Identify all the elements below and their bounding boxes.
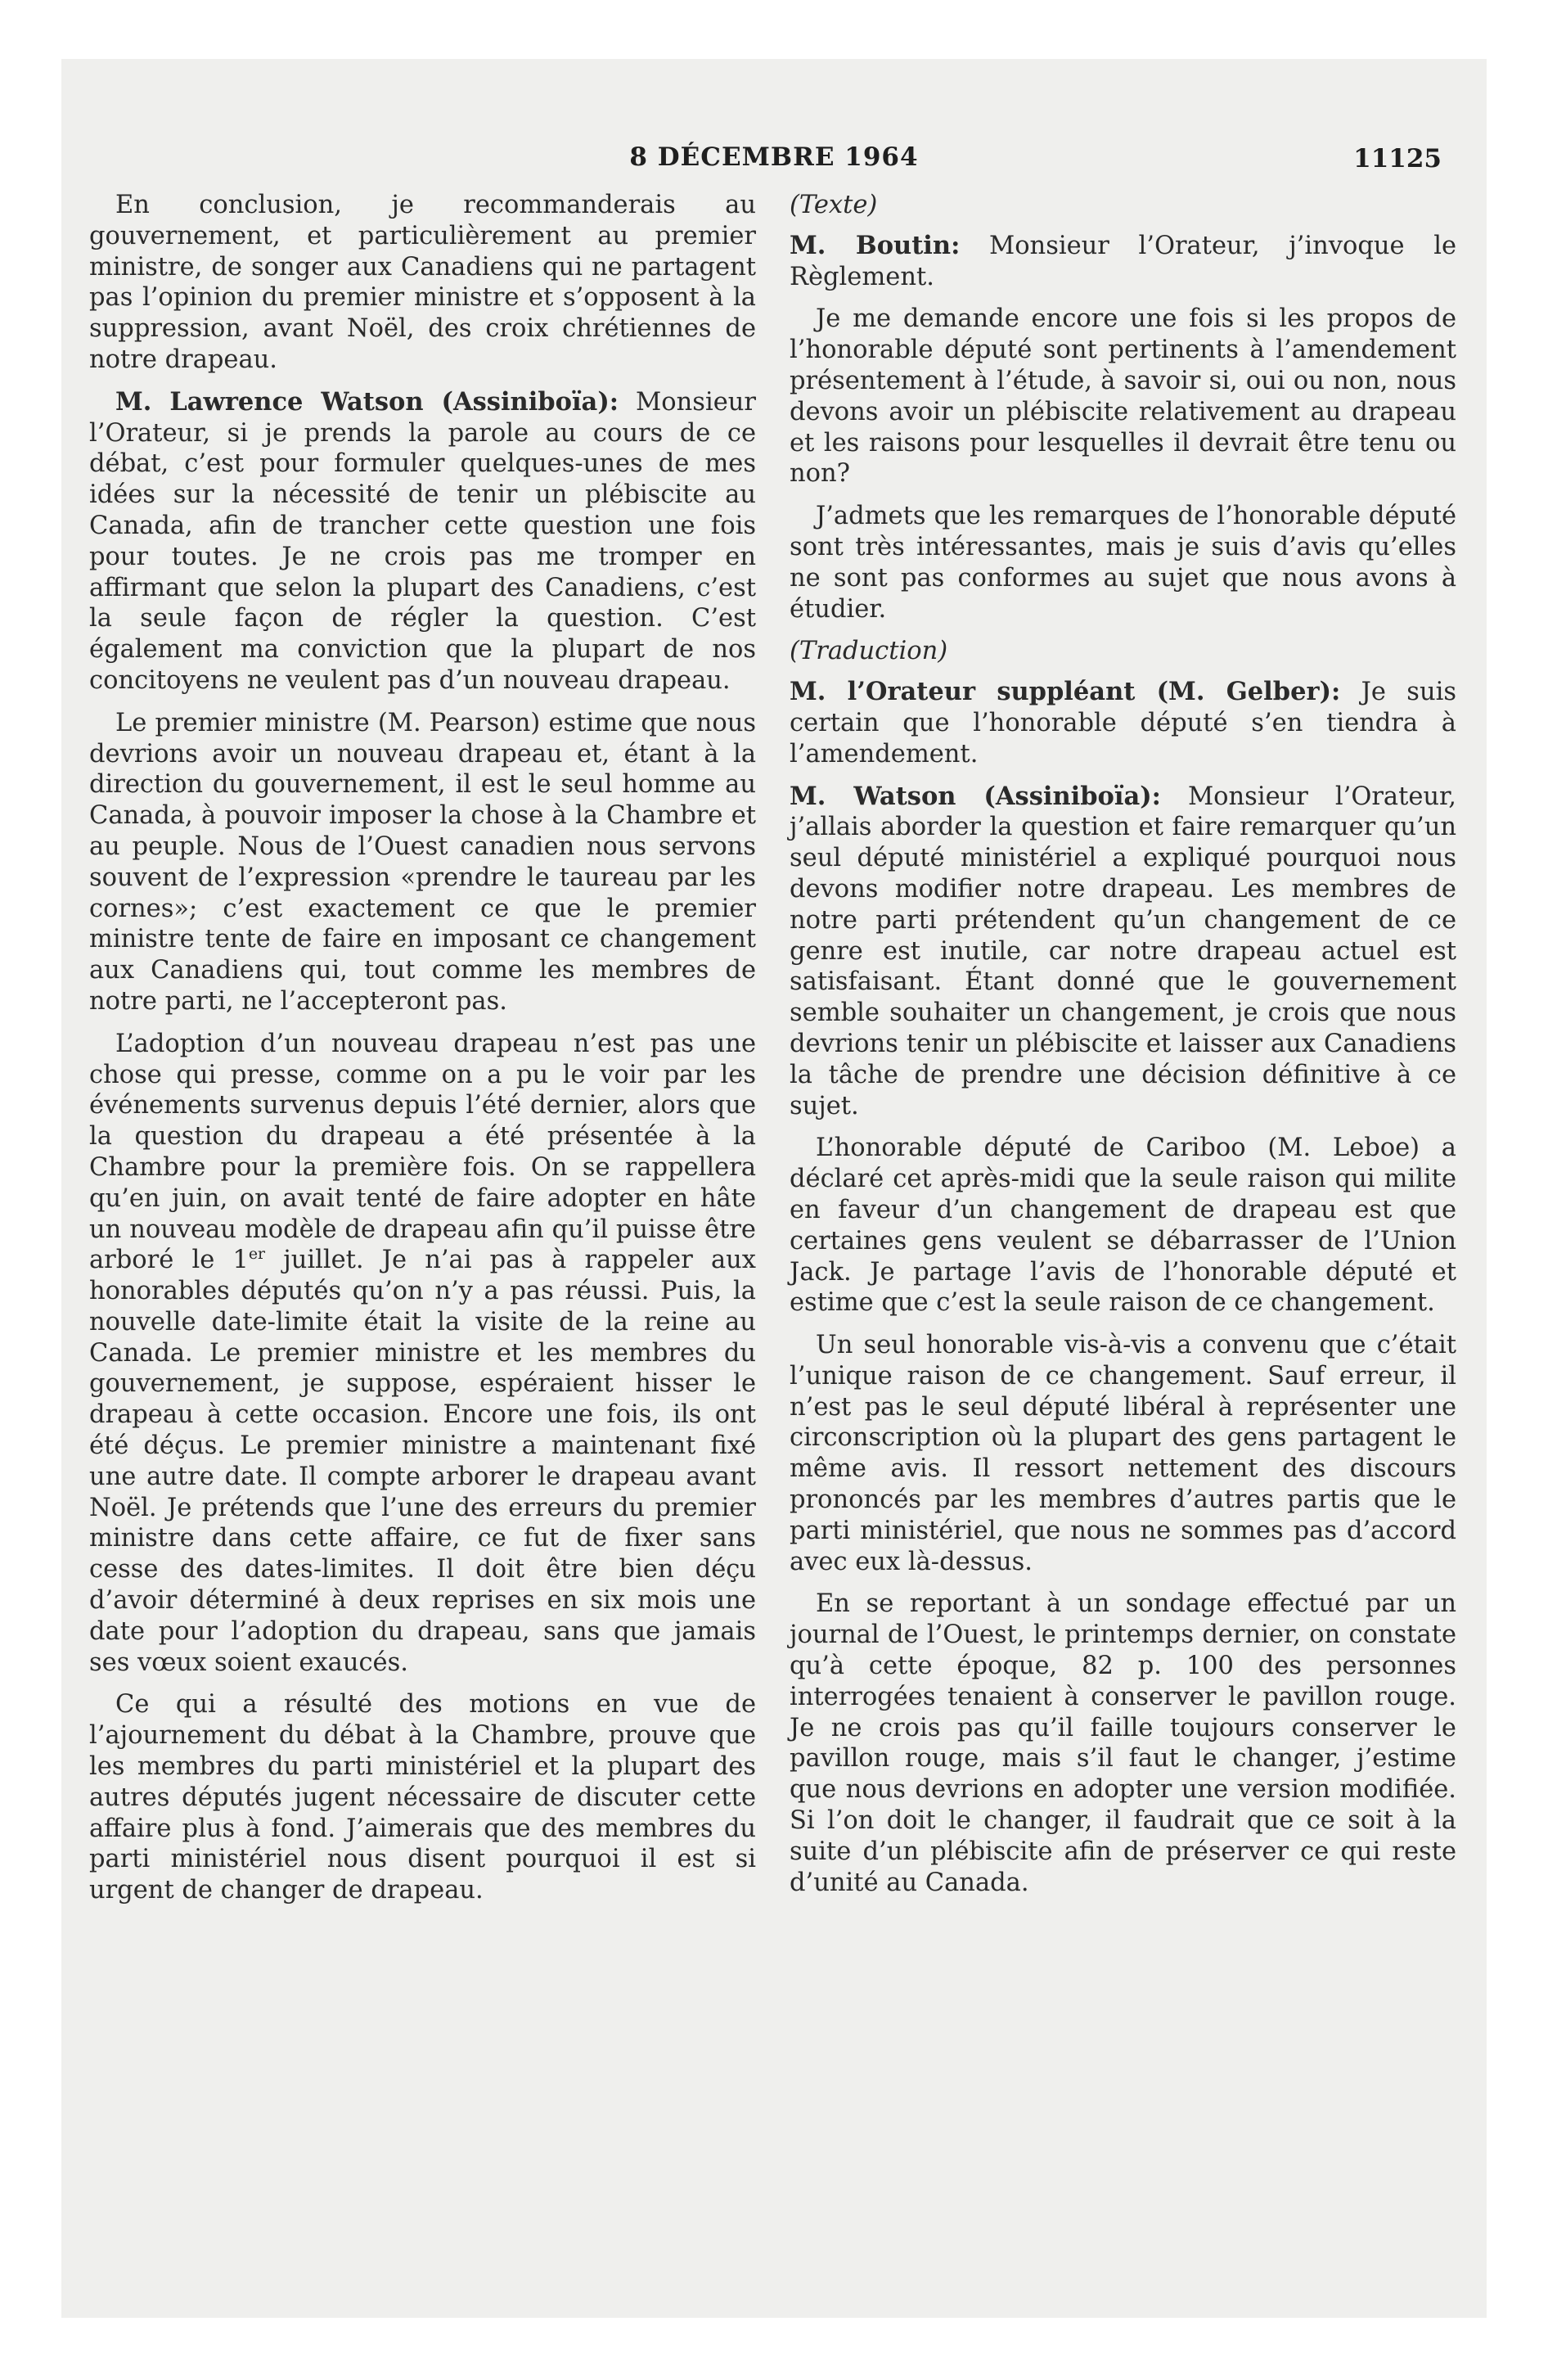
speaker-name: M. Boutin: (790, 230, 961, 260)
paragraph: Le premier ministre (M. Pearson) estime que nous devrions avoir un nouveau drapeau et, étant à la direction du gouvernement, il est le seul homme au Canada, à pouvoir imposer la chose à la Chambre et au peuple. Nous de l’Ouest canadien nous servons souvent de l’expression «prendre le taureau par les cornes»; c’est exactement ce que le premier ministre tente de faire en imposant ce changement aux Canadiens qui, tout comme les membres de notre parti, ne l’accepteront pas. (89, 708, 756, 1016)
paragraph: Ce qui a résulté des motions en vue de l’ajournement du débat à la Chambre, prouve que les membres du parti ministériel et la plupart des autres députés jugent nécessaire de discuter cette affaire plus à fond. J’aimerais que des membres du parti ministériel nous disent pourquoi il est si urgent de changer de drapeau. (89, 1690, 756, 1905)
paragraph: M. Lawrence Watson (Assiniboïa): Monsieur l’Orateur, si je prends la parole au cours de ce débat, c’est pour formuler quelques-unes de mes idées sur la nécessité de tenir un plébiscite au Canada, afin de trancher cette question une fois pour toutes. Je ne crois pas me tromper en affirmant que selon la plupart des Canadiens, c’est la seule façon de régler la question. C’est également ma conviction que la plupart de nos concitoyens ne veulent pas d’un nouveau drapeau. (89, 386, 756, 695)
paragraph: M. Watson (Assiniboïa): Monsieur l’Orateur, j’allais aborder la question et faire remarquer qu’un seul député ministériel a expliqué pourquoi nous devons modifier notre drapeau. Les membres de notre parti prétendent qu’un changement de ce genre est inutile, car notre drapeau actuel est satisfaisant. Étant donné que le gouvernement semble souhaiter un changement, je crois que nous devrions tenir un plébiscite et laisser aux Canadiens la tâche de prendre une décision définitive à ce sujet. (790, 781, 1456, 1120)
paragraph: L’adoption d’un nouveau drapeau n’est pas une chose qui presse, comme on a pu le voir par les événements survenus depuis l’été dernier, alors que la question du drapeau a été présentée à la Chambre pour la première fois. On se rappellera qu’en juin, on avait tenté de faire adopter en hâte un nouveau modèle de drapeau afin qu’il puisse être arboré le 1er juillet. Je n’ai pas à rappeler aux honorables députés qu’on n’y a pas réussi. Puis, la nouvelle date-limite était la visite de la reine au Canada. Le premier ministre et les membres du gouvernement, je suppose, espéraient hisser le drapeau à cette occasion. Encore une fois, ils ont été déçus. Le premier ministre a maintenant fixé une autre date. Il compte arborer le drapeau avant Noël. Je prétends que l’une des erreurs du premier ministre dans cette affaire, ce fut de fixer sans cesse des dates-limites. Il doit être bien déçu d’avoir déterminé à deux reprises en six mois une date pour l’adoption du drapeau, sans que jamais ses vœux soient exaucés. (89, 1029, 756, 1677)
right-column (790, 190, 1456, 1909)
page-header (61, 142, 1487, 183)
document-page (61, 59, 1487, 2318)
left-column (89, 190, 756, 1918)
paragraph: Je me demande encore une fois si les propos de l’honorable député sont pertinents à l’amendement présentement à l’étude, à savoir si, oui ou non, nous devons avoir un plébiscite relativement au drapeau et les raisons pour lesquelles il devrait être tenu ou non? (790, 304, 1456, 489)
speaker-name: M. Lawrence Watson (Assiniboïa): (115, 386, 619, 417)
paragraph: M. l’Orateur suppléant (M. Gelber): Je suis certain que l’honorable député s’en tiendra à l’amendement. (790, 677, 1456, 769)
speaker-name: M. Watson (Assiniboïa): (790, 781, 1161, 811)
paragraph: En conclusion, je recommanderais au gouvernement, et particulièrement au premier ministre, de songer aux Canadiens qui ne partagent pas l’opinion du premier ministre et s’opposent à la suppression, avant Noël, des croix chrétiennes de notre drapeau. (89, 191, 756, 374)
paragraph: L’honorable député de Cariboo (M. Leboe) a déclaré cet après-midi que la seule raison qui milite en faveur d’un changement de drapeau est que certaines gens veulent se débarrasser de l’Union Jack. Je partage l’avis de l’honorable député et estime que c’est la seule raison de ce changement. (790, 1134, 1456, 1318)
section-heading: (Traduction) (790, 637, 948, 666)
paragraph: Un seul honorable vis-à-vis a convenu que c’était l’unique raison de ce changement. Sauf erreur, il n’est pas le seul député libéral à représenter une circonscription où la plupart des gens partagent le même avis. Il ressort nettement des discours prononcés par les membres d’autres partis que le parti ministériel, que nous ne sommes pas d’accord avec eux là-dessus. (790, 1331, 1456, 1576)
page-number: 11125 (1353, 144, 1442, 174)
section-heading: (Texte) (790, 191, 878, 219)
paragraph: J’admets que les remarques de l’honorable député sont très intéressantes, mais je suis d’avis qu’elles ne sont pas conformes au sujet que nous avons à étudier. (790, 502, 1456, 624)
page-date: 8 DÉCEMBRE 1964 (629, 142, 919, 172)
paragraph: M. Boutin: Monsieur l’Orateur, j’invoque le Règlement. (790, 230, 1457, 291)
speaker-name: M. l’Orateur suppléant (M. Gelber): (790, 677, 1341, 707)
paragraph: En se reportant à un sondage effectué par un journal de l’Ouest, le printemps dernier, on constate qu’à cette époque, 82 p. 100 des personnes interrogées tenaient à conserver le pavillon rouge. Je ne crois pas qu’il faille toujours conserver le pavillon rouge, mais s’il faut le changer, j’estime que nous devrions en adopter une version modifiée. Si l’on doit le changer, il faudrait que ce soit à la suite d’un plébiscite afin de préserver ce qui reste d’unité au Canada. (790, 1589, 1456, 1897)
